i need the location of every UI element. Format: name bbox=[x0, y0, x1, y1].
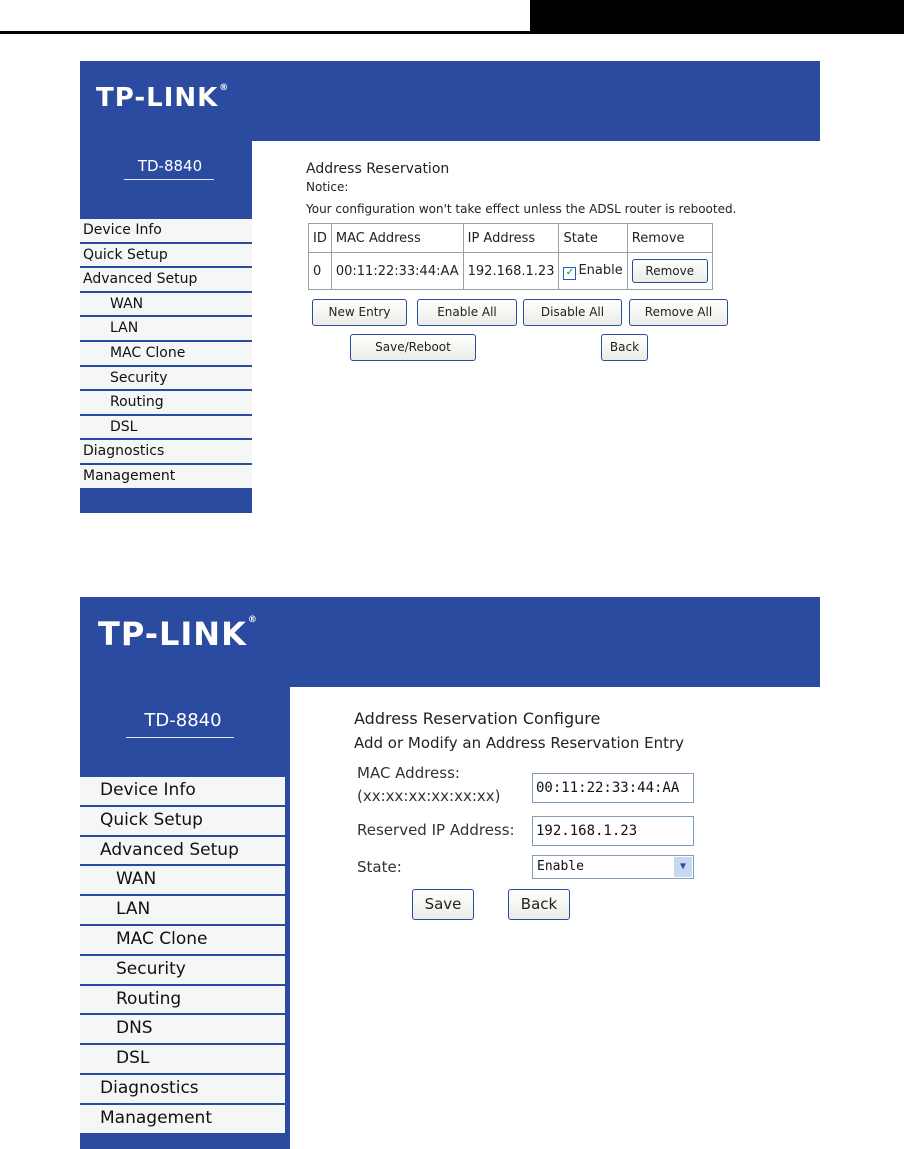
row-remove-button[interactable]: Remove bbox=[632, 259, 708, 283]
enable-checkbox-label: Enable bbox=[578, 262, 623, 278]
page-title: Address Reservation bbox=[306, 161, 450, 177]
address-reservation-configure-screenshot bbox=[80, 597, 820, 1149]
sidebar-item-quick-setup[interactable]: Quick Setup bbox=[80, 807, 285, 837]
sidebar-menu bbox=[80, 219, 252, 490]
save-button[interactable]: Save bbox=[412, 889, 474, 920]
back-button[interactable]: Back bbox=[508, 889, 570, 920]
model-name: TD-8840 bbox=[137, 157, 203, 175]
cell-state bbox=[559, 253, 627, 290]
state-select-value: Enable bbox=[537, 859, 584, 874]
sidebar-item-routing[interactable]: Routing bbox=[80, 391, 252, 416]
sidebar-item-diagnostics[interactable]: Diagnostics bbox=[80, 440, 252, 465]
enable-checkbox[interactable]: ✓ bbox=[563, 267, 576, 280]
sidebar-item-quick-setup[interactable]: Quick Setup bbox=[80, 244, 252, 269]
sidebar-item-mac-clone[interactable]: MAC Clone bbox=[80, 342, 252, 367]
sidebar-item-routing[interactable]: Routing bbox=[80, 986, 285, 1016]
notice-label: Notice: bbox=[306, 180, 349, 194]
sidebar-item-advanced-setup[interactable]: Advanced Setup bbox=[80, 837, 285, 867]
sidebar-menu bbox=[80, 777, 285, 1135]
reserved-ip-field[interactable]: 192.168.1.23 bbox=[532, 816, 694, 846]
sidebar-item-dsl[interactable]: DSL bbox=[80, 416, 252, 441]
tp-link-logo: TP-LINK® bbox=[98, 615, 258, 653]
document-header-box bbox=[530, 0, 904, 34]
sidebar-item-dsl[interactable]: DSL bbox=[80, 1045, 285, 1075]
reserved-ip-label: Reserved IP Address: bbox=[357, 821, 515, 839]
sidebar-item-lan[interactable]: LAN bbox=[80, 896, 285, 926]
sidebar-item-security[interactable]: Security bbox=[80, 367, 252, 392]
column-header-remove: Remove bbox=[627, 224, 712, 253]
sidebar-item-management[interactable]: Management bbox=[80, 1105, 285, 1135]
new-entry-button[interactable]: New Entry bbox=[312, 299, 407, 326]
state-select[interactable] bbox=[532, 855, 694, 879]
save-reboot-button[interactable]: Save/Reboot bbox=[350, 334, 476, 361]
model-underline bbox=[124, 179, 214, 180]
reboot-notice-message: Your configuration won't take effect unless the ADSL router is rebooted. bbox=[306, 202, 737, 216]
cell-id: 0 bbox=[309, 253, 332, 290]
sidebar-item-management[interactable]: Management bbox=[80, 465, 252, 490]
cell-mac: 00:11:22:33:44:AA bbox=[331, 253, 463, 290]
table-row bbox=[309, 253, 713, 290]
sidebar-item-device-info[interactable]: Device Info bbox=[80, 777, 285, 807]
enable-all-button[interactable]: Enable All bbox=[417, 299, 517, 326]
column-header-state: State bbox=[559, 224, 627, 253]
tp-link-logo: TP-LINK® bbox=[96, 83, 230, 113]
sidebar-item-diagnostics[interactable]: Diagnostics bbox=[80, 1075, 285, 1105]
disable-all-button[interactable]: Disable All bbox=[523, 299, 622, 326]
column-header-mac: MAC Address bbox=[331, 224, 463, 253]
cell-ip: 192.168.1.23 bbox=[463, 253, 559, 290]
column-header-ip: IP Address bbox=[463, 224, 559, 253]
column-header-id: ID bbox=[309, 224, 332, 253]
sidebar-item-security[interactable]: Security bbox=[80, 956, 285, 986]
cell-remove bbox=[627, 253, 712, 290]
sidebar-item-mac-clone[interactable]: MAC Clone bbox=[80, 926, 285, 956]
sidebar-item-dns[interactable]: DNS bbox=[80, 1015, 285, 1045]
sidebar-item-lan[interactable]: LAN bbox=[80, 317, 252, 342]
content-panel bbox=[252, 141, 820, 513]
page-subtitle: Add or Modify an Address Reservation Entry bbox=[354, 734, 685, 752]
page-title: Address Reservation Configure bbox=[354, 709, 601, 728]
remove-all-button[interactable]: Remove All bbox=[629, 299, 728, 326]
sidebar-item-wan[interactable]: WAN bbox=[80, 866, 285, 896]
mac-address-format-hint: (xx:xx:xx:xx:xx:xx) bbox=[357, 787, 501, 805]
table-header-row bbox=[309, 224, 713, 253]
address-reservation-screenshot bbox=[80, 61, 820, 513]
mac-address-field[interactable]: 00:11:22:33:44:AA bbox=[532, 773, 694, 803]
sidebar-item-device-info[interactable]: Device Info bbox=[80, 219, 252, 244]
reservation-table bbox=[308, 223, 713, 290]
model-name: TD-8840 bbox=[144, 710, 222, 731]
state-label: State: bbox=[357, 858, 402, 876]
chevron-down-icon[interactable]: ▼ bbox=[674, 857, 692, 877]
model-underline bbox=[126, 737, 234, 738]
sidebar-item-advanced-setup[interactable]: Advanced Setup bbox=[80, 268, 252, 293]
sidebar-item-wan[interactable]: WAN bbox=[80, 293, 252, 318]
mac-address-label: MAC Address: bbox=[357, 764, 460, 782]
back-button[interactable]: Back bbox=[601, 334, 648, 361]
